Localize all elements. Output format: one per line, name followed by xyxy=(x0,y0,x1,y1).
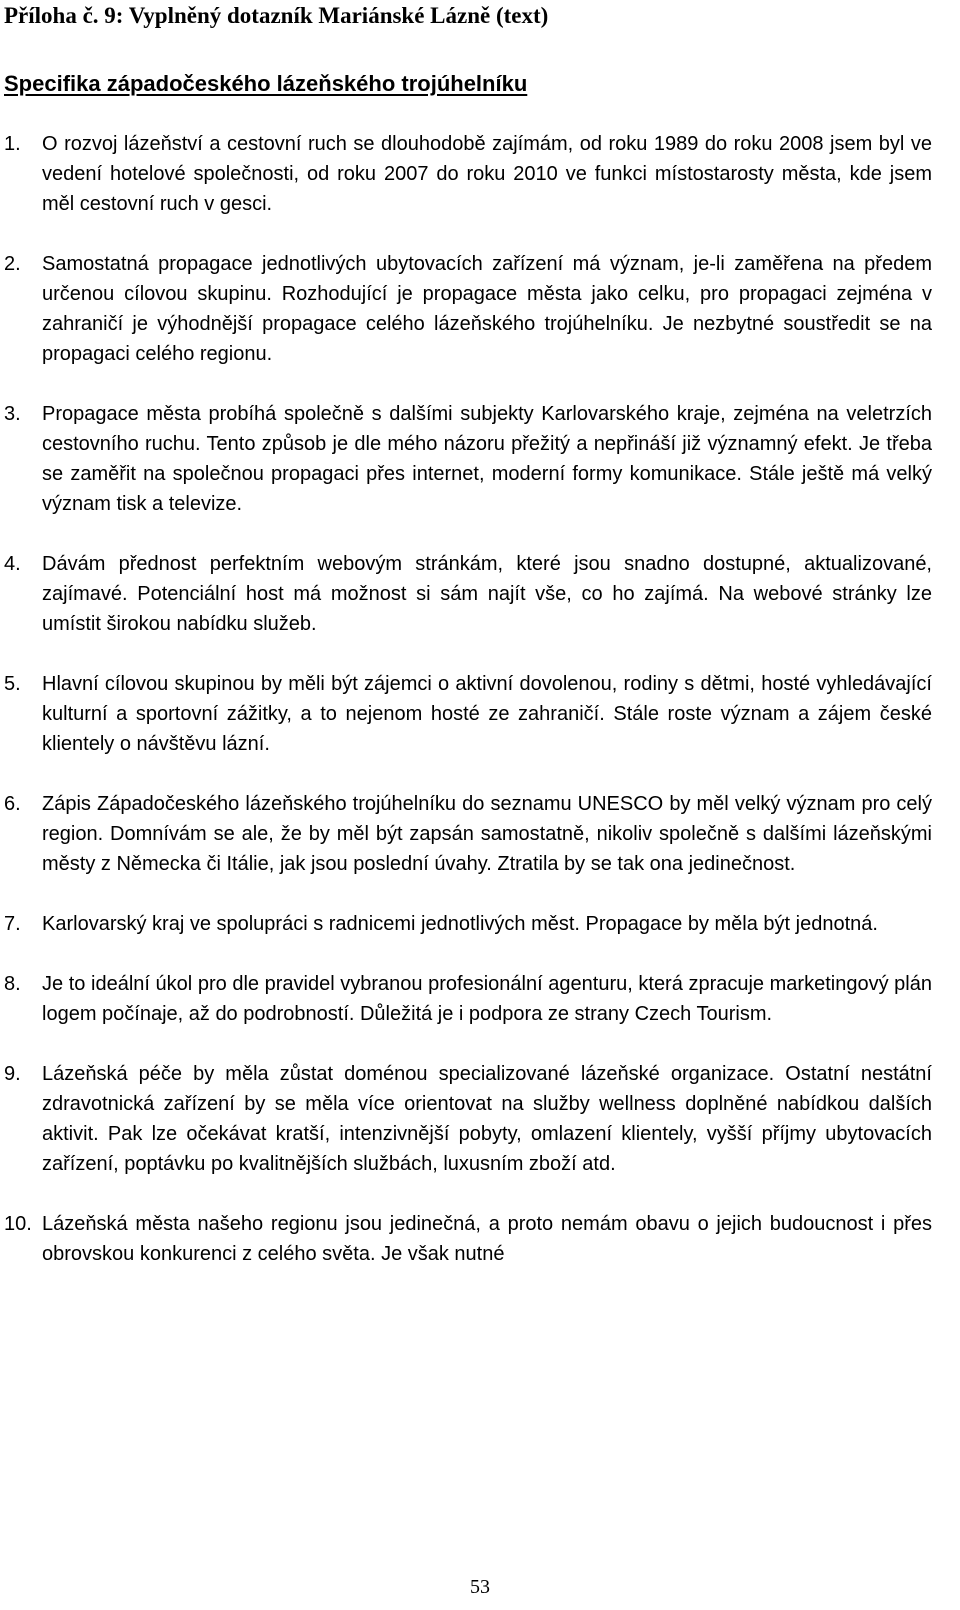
answer-item-10 xyxy=(0,1209,940,1269)
page-number: 53 xyxy=(470,1576,490,1598)
answer-text: Karlovarský kraj ve spolupráci s radnicemi jednotlivých měst. Propagace by měla být jednotná. xyxy=(42,913,878,935)
section-title: Specifika západočeského lázeňského trojúhelníku xyxy=(4,71,528,96)
answer-item-2 xyxy=(0,249,940,369)
answer-text: Hlavní cílovou skupinou by měli být zájemci o aktivní dovolenou, rodiny s dětmi, hosté vyhledávající kulturní a sportovní zážitky, a to nejenom hosté ze zahraničí. Stále roste význam a zájem české klientely o návštěvu lázní. xyxy=(42,673,932,755)
answer-text: Zápis Západočeského lázeňského trojúhelníku do seznamu UNESCO by měl velký význam pro celý region. Domnívám se ale, že by měl být zapsán samostatně, nikoliv společně s dalšími lázeňskými městy z Německa či Itálie, jak jsou poslední úvahy. Ztratila by se tak ona jedinečnost. xyxy=(42,793,932,875)
answer-text: Lázeňská péče by měla zůstat doménou specializované lázeňské organizace. Ostatní nestátní zdravotnická zařízení by se měla více orientovat na služby wellness doplněné nabídkou dalších aktivit. Pak lze očekávat kratší, intenzivnější pobyty, omlazení klientely, vyšší příjmy ubytovacích zařízení, poptávku po kvalitnějších službách, luxusním zboží atd. xyxy=(42,1063,932,1175)
answer-item-7 xyxy=(0,909,940,939)
answer-number: 7. xyxy=(4,913,21,935)
answer-number: 3. xyxy=(4,403,21,425)
answer-item-5 xyxy=(0,669,940,759)
attachment-title: Příloha č. 9: Vyplněný dotazník Mariánské Lázně (text) xyxy=(4,3,549,28)
answer-item-1 xyxy=(0,129,940,219)
answer-list xyxy=(0,129,940,1299)
answer-text: Lázeňská města našeho regionu jsou jedinečná, a proto nemám obavu o jejich budoucnost i přes obrovskou konkurenci z celého světa. Je však nutné xyxy=(42,1213,932,1265)
answer-text: O rozvoj lázeňství a cestovní ruch se dlouhodobě zajímám, od roku 1989 do roku 2008 jsem byl ve vedení hotelové společnosti, od roku 2007 do roku 2010 ve funkci místostarosty města, kde jsem měl cestovní ruch v gesci. xyxy=(42,133,932,215)
answer-item-4 xyxy=(0,549,940,639)
answer-text: Propagace města probíhá společně s dalšími subjekty Karlovarského kraje, zejména na veletrzích cestovního ruchu. Tento způsob je dle mého názoru přežitý a nepřináší již významný efekt. Je třeba se zaměřit na společnou propagaci přes internet, moderní formy komunikace. Stále ještě má velký význam tisk a televize. xyxy=(42,403,932,515)
answer-text: Dávám přednost perfektním webovým stránkám, které jsou snadno dostupné, aktualizované, zajímavé. Potenciální host má možnost si sám najít vše, co ho zajímá. Na webové stránky lze umístit širokou nabídku služeb. xyxy=(42,553,932,635)
answer-number: 5. xyxy=(4,673,21,695)
answer-text: Je to ideální úkol pro dle pravidel vybranou profesionální agenturu, která zpracuje marketingový plán logem počínaje, až do podrobností. Důležitá je i podpora ze strany Czech Tourism. xyxy=(42,973,932,1025)
answer-item-8 xyxy=(0,969,940,1029)
answer-number: 6. xyxy=(4,793,21,815)
answer-item-6 xyxy=(0,789,940,879)
answer-number: 1. xyxy=(4,133,21,155)
answer-number: 4. xyxy=(4,553,21,575)
answer-number: 9. xyxy=(4,1063,21,1085)
answer-number: 10. xyxy=(4,1213,32,1235)
answer-item-9 xyxy=(0,1059,940,1179)
answer-item-3 xyxy=(0,399,940,519)
answer-number: 8. xyxy=(4,973,21,995)
answer-number: 2. xyxy=(4,253,21,275)
answer-text: Samostatná propagace jednotlivých ubytovacích zařízení má význam, je-li zaměřena na předem určenou cílovou skupinu. Rozhodující je propagace města jako celku, pro propagaci zejména v zahraničí je výhodnější propagace celého lázeňského trojúhelníku. Je nezbytné soustředit se na propagaci celého regionu. xyxy=(42,253,932,365)
